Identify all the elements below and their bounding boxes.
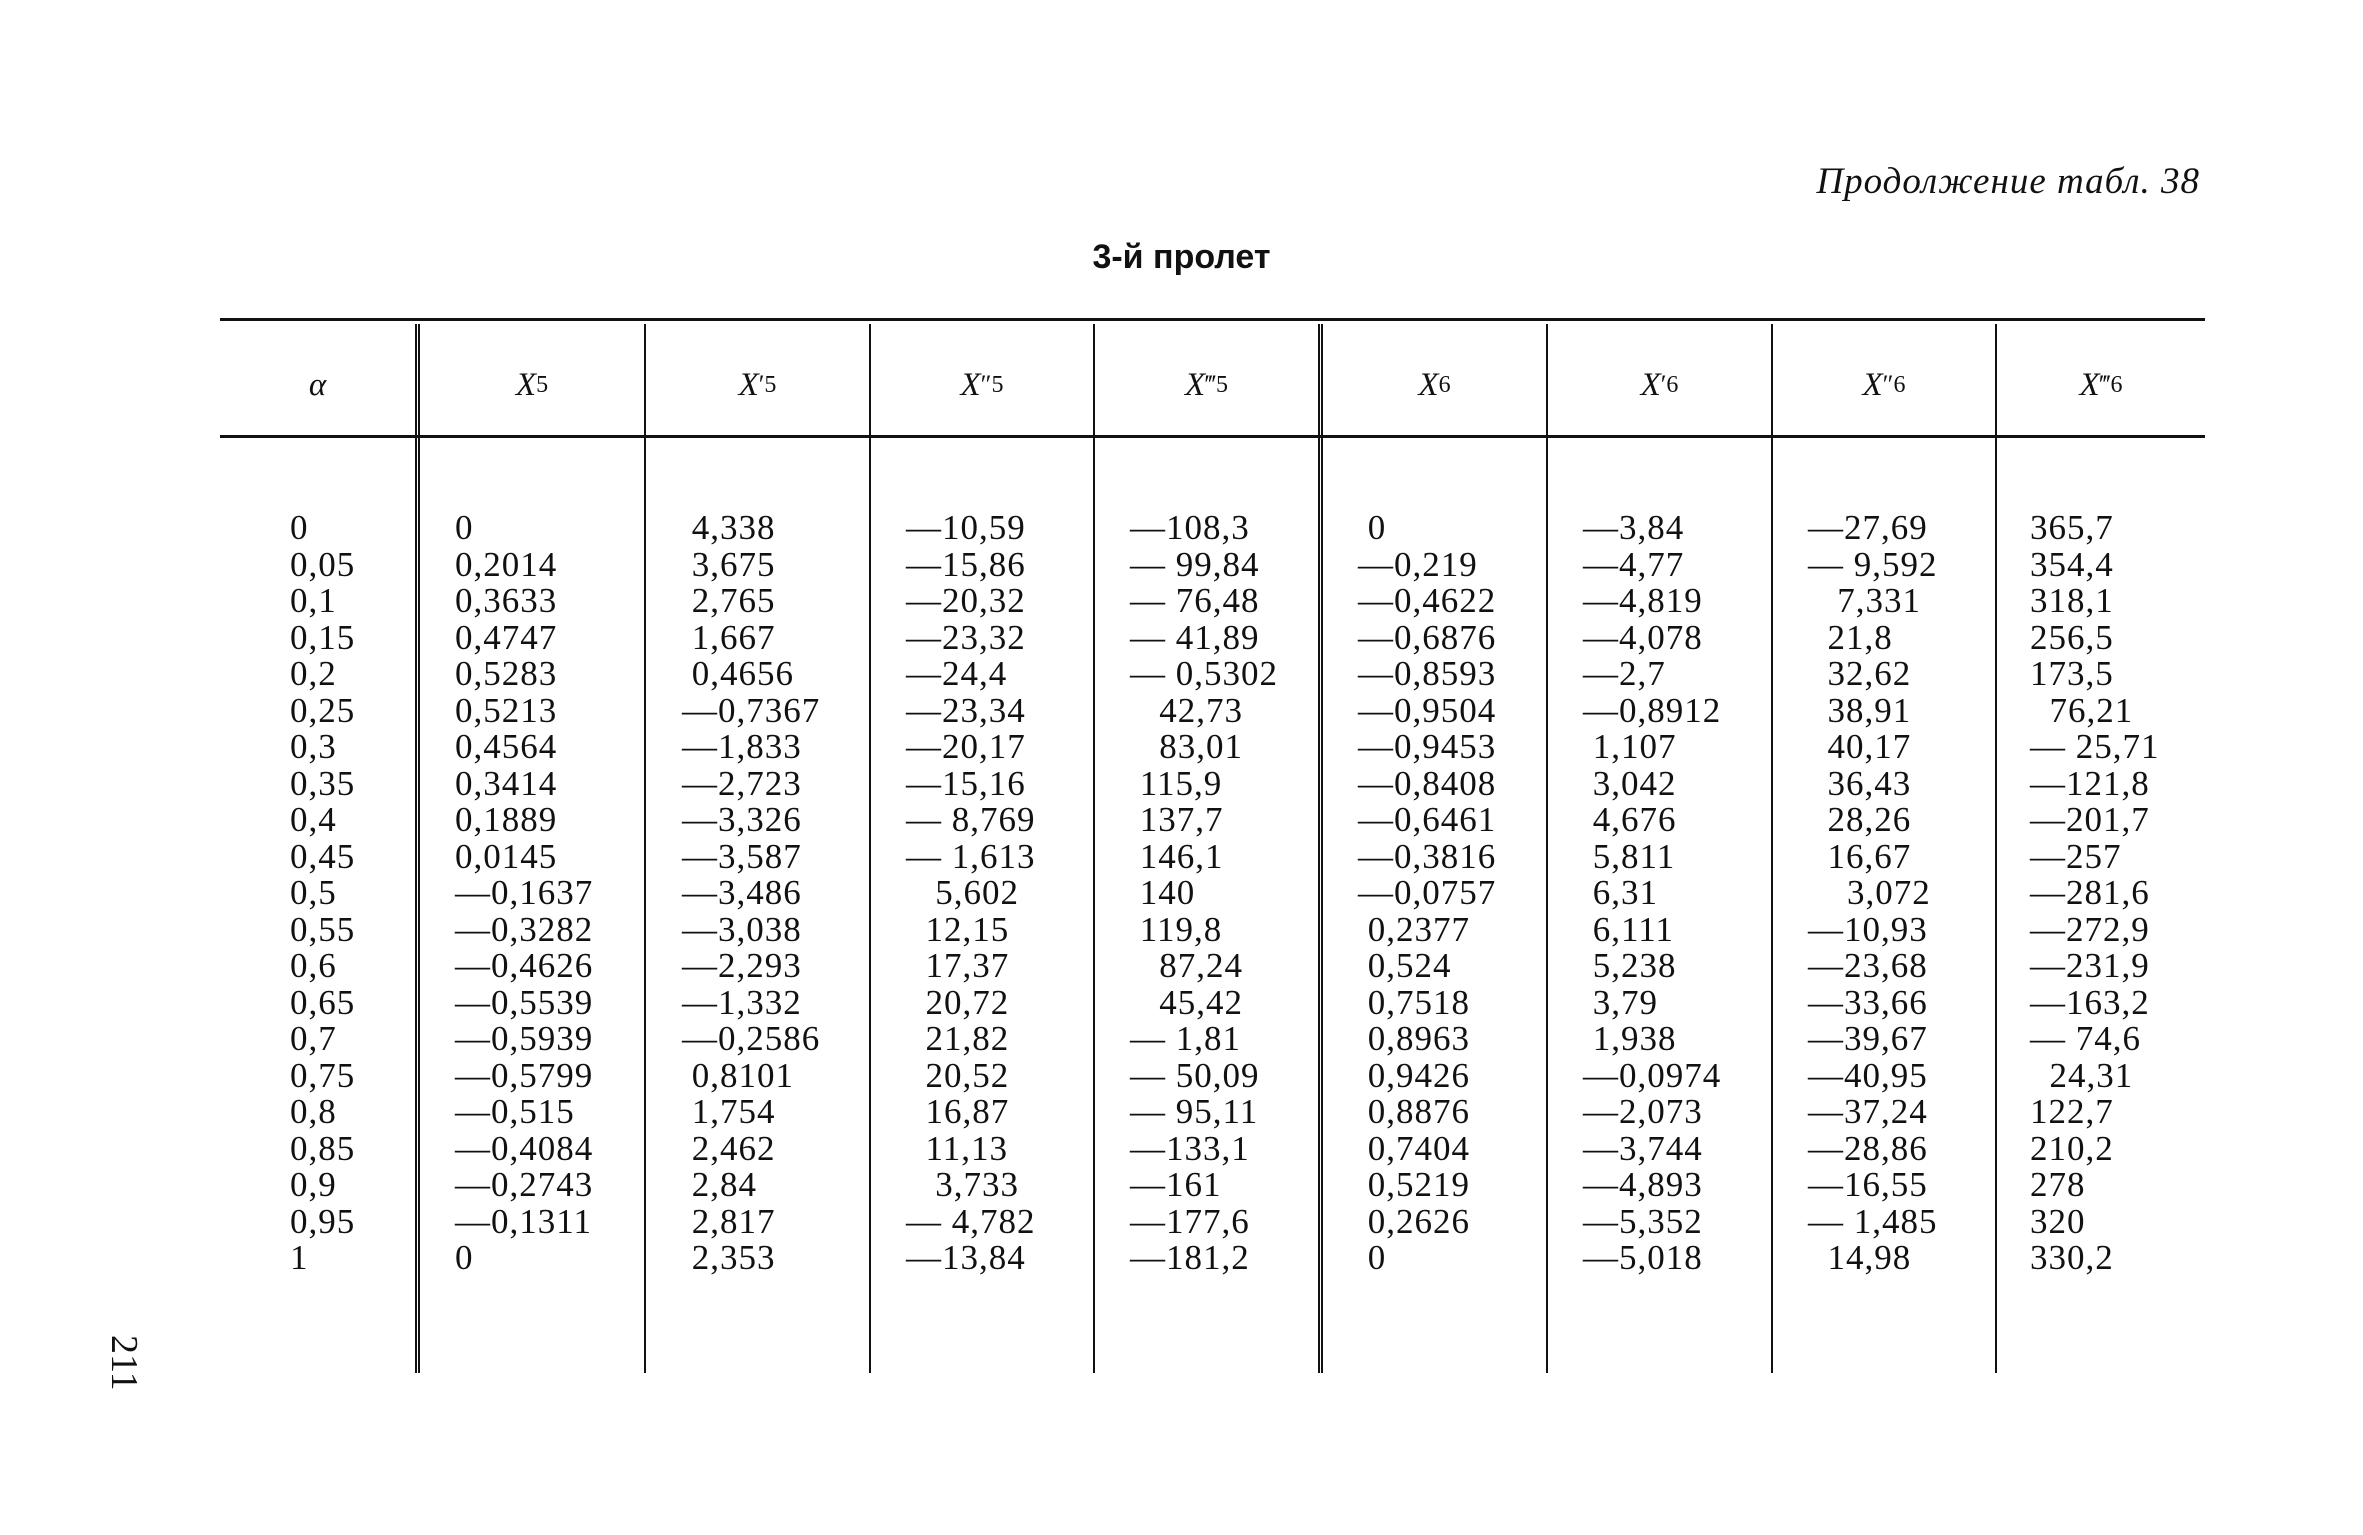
- table-cell: 210,2: [2030, 1128, 2114, 1168]
- table-cell: 0,1889: [455, 800, 558, 839]
- header-x6: [1323, 340, 1546, 430]
- column-divider: [869, 324, 871, 1373]
- column-divider: [644, 324, 646, 1373]
- table-cell: —23,34: [906, 690, 1026, 730]
- table-cell: 0,75: [290, 1055, 356, 1095]
- table-cell: 0,5: [290, 873, 337, 912]
- table-cell: 1,754: [682, 1092, 776, 1131]
- column-x5-prime: [682, 510, 820, 1277]
- table-cell: —24,4: [906, 654, 1008, 693]
- table-cell: —0,7367: [682, 690, 821, 730]
- table-cell: 21,82: [906, 1019, 1010, 1058]
- table-cell: 0,5283: [455, 654, 558, 693]
- column-x6-double-prime: [1808, 510, 1938, 1277]
- table-cell: 365,7: [2030, 508, 2114, 547]
- table-cell: 0: [455, 1238, 474, 1277]
- table-cell: 16,87: [906, 1092, 1010, 1131]
- table-cell: —0,4626: [455, 946, 594, 985]
- table-cell: 173,5: [2030, 654, 2114, 693]
- table-cell: —3,326: [682, 800, 802, 839]
- table-cell: —3,038: [682, 909, 802, 949]
- table-cell: —4,078: [1583, 617, 1703, 657]
- header-x6p-prime: ′: [1660, 370, 1667, 399]
- table-cell: 0,2377: [1358, 909, 1470, 949]
- table-cell: 14,98: [1808, 1238, 1912, 1277]
- table-cell: 0,4: [290, 800, 337, 839]
- column-x6-triple-prime: [2030, 510, 2160, 1277]
- column-divider-double: [1318, 324, 1323, 1373]
- table-cell: —0,0974: [1583, 1055, 1722, 1095]
- table-cell: —0,515: [455, 1092, 575, 1131]
- table-cell: 0,2626: [1358, 1201, 1470, 1241]
- page-number: 211: [103, 1335, 145, 1391]
- table-cell: 6,31: [1583, 873, 1658, 912]
- table-cell: —33,66: [1808, 982, 1928, 1022]
- table-cell: 0,0145: [455, 836, 558, 876]
- table-cell: 0,45: [290, 836, 356, 876]
- table-cell: —0,6876: [1358, 617, 1497, 657]
- column-alpha: [290, 510, 355, 1277]
- table-cell: 21,8: [1808, 617, 1893, 657]
- table-cell: —2,293: [682, 946, 802, 985]
- column-x5-triple-prime: [1130, 510, 1278, 1277]
- table-cell: 6,111: [1583, 909, 1674, 949]
- table-cell: —4,77: [1583, 544, 1685, 584]
- table-cell: —161: [1130, 1165, 1222, 1204]
- table-cell: —4,819: [1583, 581, 1703, 620]
- header-x6pp-symbol: X: [1862, 366, 1883, 403]
- table-cell: —2,723: [682, 763, 802, 803]
- table-cell: 0,2014: [455, 544, 558, 584]
- table-cell: 0: [1358, 508, 1387, 547]
- table-cell: 2,353: [682, 1238, 776, 1277]
- table-cell: 0,8101: [682, 1055, 794, 1095]
- table-cell: 0,8963: [1358, 1019, 1470, 1058]
- header-x6-triple-prime: [1997, 340, 2205, 430]
- table-cell: — 25,71: [2030, 727, 2160, 766]
- table-cell: 0: [290, 508, 309, 547]
- table-cell: 0,9: [290, 1165, 337, 1204]
- column-divider: [1995, 324, 1997, 1373]
- table-cell: 0,9426: [1358, 1055, 1470, 1095]
- table-cell: —2,7: [1583, 654, 1666, 693]
- header-x6pp-subscript: 6: [1893, 371, 1906, 398]
- table-cell: 0,4656: [682, 654, 794, 693]
- table-cell: 0,3: [290, 727, 337, 766]
- table-cell: —10,93: [1808, 909, 1928, 949]
- table-cell: 137,7: [1130, 800, 1224, 839]
- table-cell: —27,69: [1808, 508, 1928, 547]
- table-cell: 3,042: [1583, 763, 1677, 803]
- table-cell: —3,587: [682, 836, 802, 876]
- header-x6-prime: [1548, 340, 1771, 430]
- table-cell: — 76,48: [1130, 581, 1260, 620]
- table-cell: 0,5219: [1358, 1165, 1470, 1204]
- column-x6: [1358, 510, 1496, 1277]
- table-cell: 87,24: [1130, 946, 1243, 985]
- table-cell: 318,1: [2030, 581, 2114, 620]
- table-cell: 3,79: [1583, 982, 1658, 1022]
- header-x5-subscript: 5: [536, 371, 549, 398]
- table-cell: —23,32: [906, 617, 1026, 657]
- header-alpha-label: α: [308, 366, 327, 403]
- table-cell: 36,43: [1808, 763, 1912, 803]
- section-title: 3-й пролет: [1092, 238, 1271, 276]
- table-cell: 2,462: [682, 1128, 776, 1168]
- column-divider: [1771, 324, 1773, 1373]
- table-cell: 119,8: [1130, 909, 1223, 949]
- table-cell: 140: [1130, 873, 1196, 912]
- table-cell: 115,9: [1130, 763, 1223, 803]
- table-cell: 3,733: [906, 1165, 1019, 1204]
- header-x5pp-subscript: 5: [991, 371, 1004, 398]
- header-x5: [420, 340, 644, 430]
- table-cell: 3,072: [1808, 873, 1931, 912]
- table-cell: 0,35: [290, 763, 356, 803]
- table-cell: 320: [2030, 1201, 2086, 1241]
- column-divider-double: [415, 324, 420, 1373]
- table-cell: 146,1: [1130, 836, 1224, 876]
- table-cell: —0,1311: [455, 1201, 592, 1241]
- table-cell: —0,8593: [1358, 654, 1497, 693]
- table-cell: — 1,485: [1808, 1201, 1938, 1241]
- table-cell: —257: [2030, 836, 2122, 876]
- table-cell: 330,2: [2030, 1238, 2114, 1277]
- table-cell: 0,3414: [455, 763, 558, 803]
- table-cell: —15,16: [906, 763, 1026, 803]
- table-cell: 0,15: [290, 617, 356, 657]
- table-cell: — 50,09: [1130, 1055, 1260, 1095]
- table-cell: 278: [2030, 1165, 2086, 1204]
- header-x5p-prime: ′: [758, 370, 765, 399]
- column-x5: [455, 510, 593, 1277]
- header-bottom-rule: [220, 435, 2205, 438]
- table-cell: 83,01: [1130, 727, 1243, 766]
- table-cell: —37,24: [1808, 1092, 1928, 1131]
- table-cell: — 9,592: [1808, 544, 1938, 584]
- table-cell: —0,1637: [455, 873, 594, 912]
- table-cell: —23,68: [1808, 946, 1928, 985]
- table-cell: 16,67: [1808, 836, 1912, 876]
- table-cell: —0,4084: [455, 1128, 594, 1168]
- table-cell: —0,4622: [1358, 581, 1497, 620]
- table-cell: —5,018: [1583, 1238, 1703, 1277]
- table-cell: —0,9504: [1358, 690, 1497, 730]
- table-cell: — 95,11: [1130, 1092, 1259, 1131]
- table-cell: 0,7: [290, 1019, 337, 1058]
- table-cell: —121,8: [2030, 763, 2150, 803]
- header-x6-double-prime: [1773, 340, 1995, 430]
- table-cell: —0,6461: [1358, 800, 1497, 839]
- table-cell: 42,73: [1130, 690, 1243, 730]
- table-cell: 0,8: [290, 1092, 337, 1131]
- table-cell: 0,1: [290, 581, 337, 620]
- table-cell: —3,486: [682, 873, 802, 912]
- header-x5pp-symbol: X: [960, 366, 981, 403]
- table-cell: —39,67: [1808, 1019, 1928, 1058]
- table-cell: 20,72: [906, 982, 1010, 1022]
- table-cell: 0: [455, 508, 474, 547]
- column-x6-prime: [1583, 510, 1721, 1277]
- table-cell: 4,338: [682, 508, 776, 547]
- table-cell: —0,2586: [682, 1019, 821, 1058]
- table-cell: —201,7: [2030, 800, 2150, 839]
- table-cell: —13,84: [906, 1238, 1026, 1277]
- table-cell: —181,2: [1130, 1238, 1250, 1277]
- table-cell: 2,817: [682, 1201, 776, 1241]
- table-cell: 0,65: [290, 982, 356, 1022]
- table-cell: 11,13: [906, 1128, 1008, 1168]
- table-cell: 0,7404: [1358, 1128, 1470, 1168]
- table-cell: 0,25: [290, 690, 356, 730]
- table-cell: — 4,782: [906, 1201, 1036, 1241]
- table-cell: —0,5939: [455, 1019, 594, 1058]
- table-cell: 2,765: [682, 581, 776, 620]
- table-cell: — 41,89: [1130, 617, 1260, 657]
- header-x5ppp-symbol: X: [1184, 366, 1206, 403]
- table-cell: 20,52: [906, 1055, 1010, 1095]
- table-cell: —177,6: [1130, 1201, 1250, 1241]
- table-cell: 354,4: [2030, 544, 2114, 584]
- table-cell: —40,95: [1808, 1055, 1928, 1095]
- table-cell: 0,7518: [1358, 982, 1470, 1022]
- table-cell: —0,0757: [1358, 873, 1497, 912]
- table-cell: 40,17: [1808, 727, 1912, 766]
- table-cell: 12,15: [906, 909, 1010, 949]
- table-cell: —2,073: [1583, 1092, 1703, 1131]
- table-cell: —10,59: [906, 508, 1026, 547]
- table-cell: 76,21: [2030, 690, 2134, 730]
- table-cell: — 0,5302: [1130, 654, 1278, 693]
- header-x6ppp-subscript: 6: [2110, 371, 2123, 398]
- column-divider: [1093, 324, 1095, 1373]
- table-cell: —108,3: [1130, 508, 1250, 547]
- table-cell: 1,107: [1583, 727, 1677, 766]
- table-cell: 1,667: [682, 617, 776, 657]
- table-cell: —163,2: [2030, 982, 2150, 1022]
- table-continuation-caption: Продолжение табл. 38: [1816, 161, 2200, 202]
- table-cell: 24,31: [2030, 1055, 2134, 1095]
- table-cell: —1,833: [682, 727, 802, 766]
- table-cell: 0: [1358, 1238, 1387, 1277]
- header-x6ppp-symbol: X: [2079, 366, 2100, 403]
- table-cell: 2,84: [682, 1165, 757, 1204]
- header-x6p-subscript: 6: [1666, 371, 1679, 398]
- column-x5-double-prime: [906, 510, 1036, 1277]
- table-cell: —0,219: [1358, 544, 1478, 584]
- table-cell: — 1,81: [1130, 1019, 1241, 1058]
- header-x5p-symbol: X: [738, 366, 759, 403]
- table-cell: — 1,613: [906, 836, 1036, 876]
- table-cell: —20,17: [906, 727, 1026, 766]
- table-cell: 0,2: [290, 654, 337, 693]
- header-x5-double-prime: [871, 340, 1093, 430]
- table-cell: —0,9453: [1358, 727, 1497, 766]
- table-cell: —0,5539: [455, 982, 594, 1022]
- table-cell: 28,26: [1808, 800, 1912, 839]
- data-table: [220, 318, 2205, 1373]
- table-cell: —0,5799: [455, 1055, 594, 1095]
- column-divider: [1546, 324, 1548, 1373]
- table-cell: — 99,84: [1130, 544, 1260, 584]
- table-cell: 38,91: [1808, 690, 1912, 730]
- table-cell: —4,893: [1583, 1165, 1703, 1204]
- header-x6p-symbol: X: [1640, 366, 1661, 403]
- table-cell: 1,938: [1583, 1019, 1677, 1058]
- table-cell: —133,1: [1130, 1128, 1250, 1168]
- table-cell: 45,42: [1130, 982, 1243, 1022]
- header-alpha: [220, 340, 415, 430]
- header-x6pp-prime: ″: [1882, 370, 1894, 399]
- table-cell: 0,5213: [455, 690, 558, 730]
- table-cell: —3,744: [1583, 1128, 1703, 1168]
- table-cell: —0,8912: [1583, 690, 1722, 730]
- table-cell: 0,3633: [455, 581, 558, 620]
- table-cell: 0,524: [1358, 946, 1452, 985]
- table-cell: —28,86: [1808, 1128, 1928, 1168]
- table-cell: 5,238: [1583, 946, 1677, 985]
- table-cell: 1: [290, 1238, 309, 1277]
- table-cell: 122,7: [2030, 1092, 2114, 1131]
- table-cell: —16,55: [1808, 1165, 1928, 1204]
- table-cell: —0,8408: [1358, 763, 1497, 803]
- table-cell: — 8,769: [906, 800, 1036, 839]
- table-cell: —0,2743: [455, 1165, 594, 1204]
- table-cell: —0,3816: [1358, 836, 1497, 876]
- table-cell: —272,9: [2030, 909, 2150, 949]
- header-x5p-subscript: 5: [764, 371, 777, 398]
- header-x6-subscript: 6: [1438, 371, 1451, 398]
- table-cell: 0,95: [290, 1201, 356, 1241]
- table-cell: — 74,6: [2030, 1019, 2141, 1058]
- table-cell: 0,85: [290, 1128, 356, 1168]
- table-cell: —1,332: [682, 982, 802, 1022]
- header-x6-symbol: X: [1418, 366, 1439, 403]
- table-cell: 0,8876: [1358, 1092, 1470, 1131]
- table-cell: 17,37: [906, 946, 1010, 985]
- table-cell: —281,6: [2030, 873, 2150, 912]
- table-cell: —15,86: [906, 544, 1026, 584]
- table-cell: 32,62: [1808, 654, 1912, 693]
- table-cell: —5,352: [1583, 1201, 1703, 1241]
- header-x5pp-prime: ″: [980, 370, 992, 399]
- table-cell: —20,32: [906, 581, 1026, 620]
- header-x5ppp-prime: ‴: [1205, 370, 1216, 399]
- table-cell: 0,55: [290, 909, 356, 949]
- table-top-rule: [220, 318, 2205, 321]
- table-cell: —3,84: [1583, 508, 1685, 547]
- header-x5-triple-prime: [1095, 340, 1318, 430]
- table-cell: 5,811: [1583, 836, 1676, 876]
- table-cell: 3,675: [682, 544, 776, 584]
- table-cell: 0,6: [290, 946, 337, 985]
- table-cell: —0,3282: [455, 909, 594, 949]
- header-x5ppp-subscript: 5: [1216, 371, 1228, 398]
- table-cell: 0,4747: [455, 617, 558, 657]
- table-cell: 0,4564: [455, 727, 558, 766]
- header-x5-symbol: X: [515, 366, 537, 403]
- table-cell: 0,05: [290, 544, 356, 584]
- table-cell: 5,602: [906, 873, 1019, 912]
- table-cell: 4,676: [1583, 800, 1677, 839]
- table-cell: —231,9: [2030, 946, 2150, 985]
- table-cell: 256,5: [2030, 617, 2114, 657]
- table-cell: 7,331: [1808, 581, 1921, 620]
- header-x5-prime: [646, 340, 869, 430]
- header-x6ppp-prime: ‴: [2099, 370, 2111, 399]
